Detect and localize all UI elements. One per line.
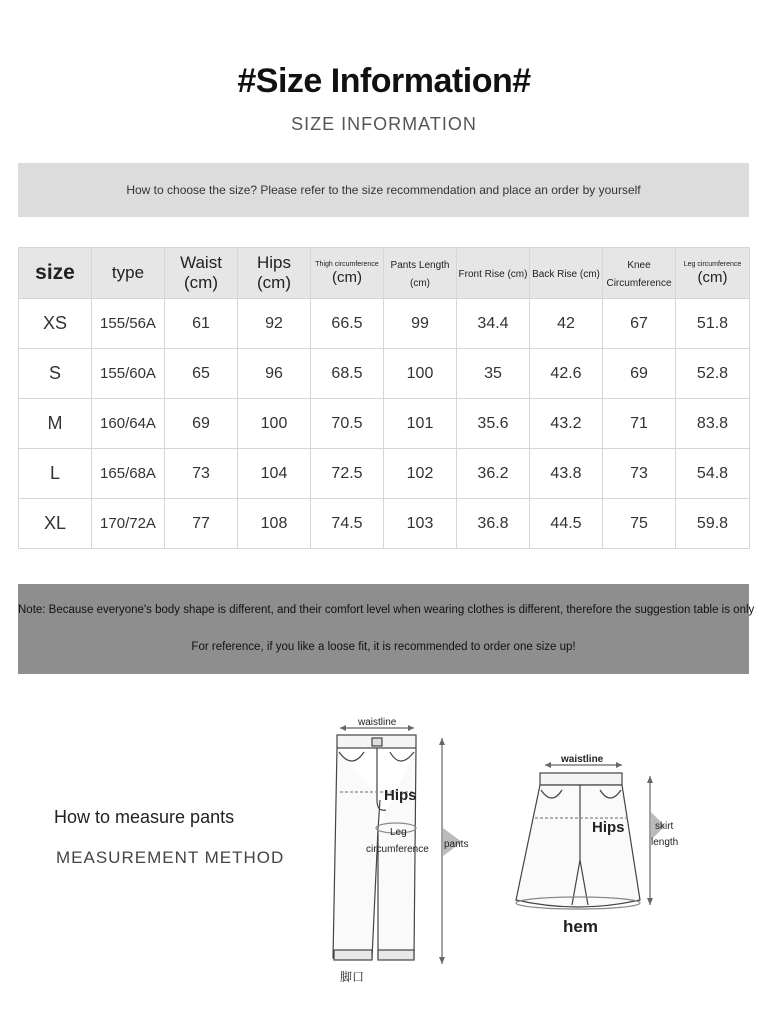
header-leg-label: Leg circumference xyxy=(683,260,742,268)
cell-leg: 51.8 xyxy=(676,299,750,349)
cell-size: XS xyxy=(19,299,92,349)
cell-size: XL xyxy=(19,499,92,549)
cell-front-rise: 36.8 xyxy=(457,499,530,549)
cell-hips: 96 xyxy=(238,349,311,399)
header-back-rise: Back Rise (cm) xyxy=(530,248,603,299)
cell-knee: 73 xyxy=(603,449,676,499)
header-leg-unit: (cm) xyxy=(697,268,728,286)
cell-length: 99 xyxy=(384,299,457,349)
note-line-1: Note: Because everyone's body shape is different, and their comfort level when wearing clothes is different, therefore the suggestion table is only xyxy=(18,604,755,616)
cell-leg: 83.8 xyxy=(676,399,750,449)
cell-waist: 73 xyxy=(165,449,238,499)
cell-hips: 108 xyxy=(238,499,311,549)
cell-waist: 69 xyxy=(165,399,238,449)
pants-waistline-label: waistline xyxy=(358,717,397,728)
cell-leg: 54.8 xyxy=(676,449,750,499)
skirt-diagram xyxy=(516,762,665,909)
measure-subtitle: MEASUREMENT METHOD xyxy=(56,848,285,867)
skirt-length-label-2: length xyxy=(651,837,679,848)
banner-text: How to choose the size? Please refer to the size recommendation and place an order by yourself xyxy=(126,183,641,197)
cell-knee: 71 xyxy=(603,399,676,449)
cell-back-rise: 43.8 xyxy=(530,449,603,499)
cell-length: 101 xyxy=(384,399,457,449)
page-title: #Size Information# xyxy=(237,62,531,100)
skirt-hips-label: Hips xyxy=(592,819,625,836)
pants-leg-label-2: circumference xyxy=(366,844,429,855)
skirt-waistline-label: waistline xyxy=(561,754,604,765)
cell-type: 155/56A xyxy=(92,299,165,349)
cell-thigh: 66.5 xyxy=(311,299,384,349)
cell-size: L xyxy=(19,449,92,499)
cell-hips: 100 xyxy=(238,399,311,449)
cell-back-rise: 42.6 xyxy=(530,349,603,399)
cell-size: M xyxy=(19,399,92,449)
page-subtitle: SIZE INFORMATION xyxy=(291,114,477,134)
cell-front-rise: 35 xyxy=(457,349,530,399)
cell-thigh: 68.5 xyxy=(311,349,384,399)
cell-waist: 61 xyxy=(165,299,238,349)
cell-size: S xyxy=(19,349,92,399)
header-thigh-unit: (cm) xyxy=(332,268,362,286)
cell-front-rise: 35.6 xyxy=(457,399,530,449)
header-front-rise: Front Rise (cm) xyxy=(457,248,530,299)
cell-leg: 59.8 xyxy=(676,499,750,549)
cell-waist: 77 xyxy=(165,499,238,549)
note-line-2: For reference, if you like a loose fit, it is recommended to order one size up! xyxy=(191,641,576,653)
skirt-length-label-1: skirt xyxy=(655,821,674,832)
cell-length: 103 xyxy=(384,499,457,549)
measure-title: How to measure pants xyxy=(54,807,235,827)
cell-front-rise: 36.2 xyxy=(457,449,530,499)
cell-length: 102 xyxy=(384,449,457,499)
cell-knee: 67 xyxy=(603,299,676,349)
header-waist: Waist (cm) xyxy=(165,248,238,299)
cell-back-rise: 43.2 xyxy=(530,399,603,449)
cell-knee: 69 xyxy=(603,349,676,399)
cell-thigh: 70.5 xyxy=(311,399,384,449)
pants-length-label: pants xyxy=(444,839,469,850)
cell-type: 160/64A xyxy=(92,399,165,449)
header-pants-length: Pants Length (cm) xyxy=(384,248,457,299)
cell-waist: 65 xyxy=(165,349,238,399)
cell-hips: 92 xyxy=(238,299,311,349)
header-thigh-label: Thigh circumference xyxy=(315,260,379,268)
pants-hips-label: Hips xyxy=(384,787,417,804)
cell-knee: 75 xyxy=(603,499,676,549)
header-hips: Hips (cm) xyxy=(238,248,311,299)
cell-hips: 104 xyxy=(238,449,311,499)
cell-type: 155/60A xyxy=(92,349,165,399)
cell-back-rise: 44.5 xyxy=(530,499,603,549)
cell-front-rise: 34.4 xyxy=(457,299,530,349)
skirt-hem-label: hem xyxy=(563,917,598,936)
cell-leg: 52.8 xyxy=(676,349,750,399)
cell-length: 100 xyxy=(384,349,457,399)
header-type: type xyxy=(92,248,165,299)
header-size: size xyxy=(19,248,92,299)
cell-thigh: 74.5 xyxy=(311,499,384,549)
pants-leg-label-1: Leg xyxy=(390,827,407,838)
cell-back-rise: 42 xyxy=(530,299,603,349)
cell-thigh: 72.5 xyxy=(311,449,384,499)
pants-cuff-label: 脚口 xyxy=(340,970,365,984)
cell-type: 170/72A xyxy=(92,499,165,549)
header-knee: Knee Circumference xyxy=(603,248,676,299)
cell-type: 165/68A xyxy=(92,449,165,499)
